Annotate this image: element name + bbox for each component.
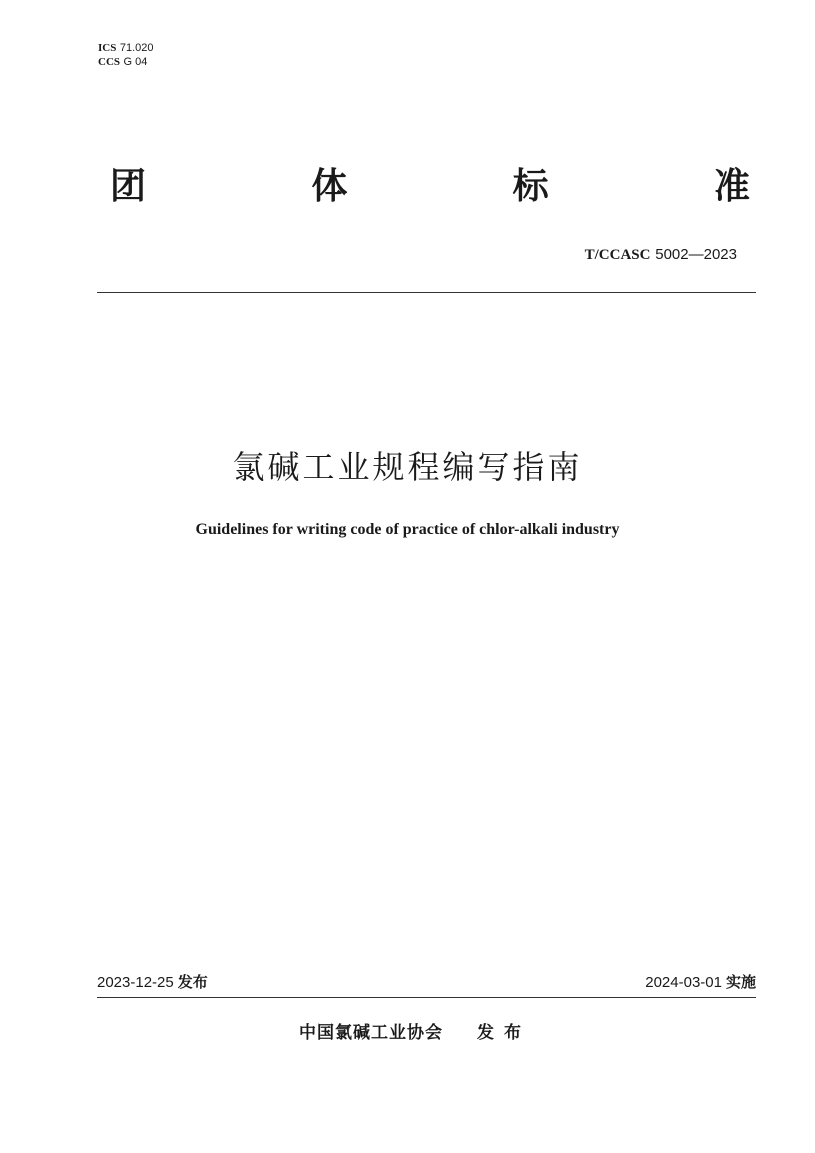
implement-label: 实施 <box>725 973 756 991</box>
ics-value: 71.020 <box>119 42 154 54</box>
standard-type-heading <box>110 163 750 211</box>
ics-code <box>98 41 154 55</box>
publish-label: 发布 <box>177 973 208 991</box>
ccs-label: CCS <box>98 56 121 68</box>
standard-number-value: 5002—2023 <box>655 246 737 263</box>
standard-number-prefix: T/CCASC <box>584 247 651 263</box>
document-title-chinese: 氯碱工业规程编写指南 <box>232 448 583 486</box>
bottom-divider <box>97 997 756 998</box>
standard-type-char: 体 <box>311 166 348 207</box>
document-title-english: Guidelines for writing code of practice of chlor-alkali industry <box>195 521 620 538</box>
implement-date: 2024-03-01 <box>645 974 722 991</box>
implement-date-line <box>645 972 756 993</box>
standard-type-char: 标 <box>512 166 549 207</box>
standard-type-char: 团 <box>110 166 147 207</box>
standard-type-char: 准 <box>713 166 750 207</box>
publish-date-line <box>97 972 208 993</box>
standard-number <box>585 244 737 265</box>
ccs-code <box>98 55 154 69</box>
issuer-action: 发布 <box>477 1023 531 1043</box>
classification-codes <box>98 41 154 69</box>
publish-date: 2023-12-25 <box>97 974 174 991</box>
ics-label: ICS <box>98 42 117 54</box>
issuer-name: 中国氯碱工业协会 <box>299 1023 443 1043</box>
issuer-line <box>299 1022 531 1044</box>
top-divider <box>97 292 756 293</box>
ccs-value: G 04 <box>123 56 148 68</box>
